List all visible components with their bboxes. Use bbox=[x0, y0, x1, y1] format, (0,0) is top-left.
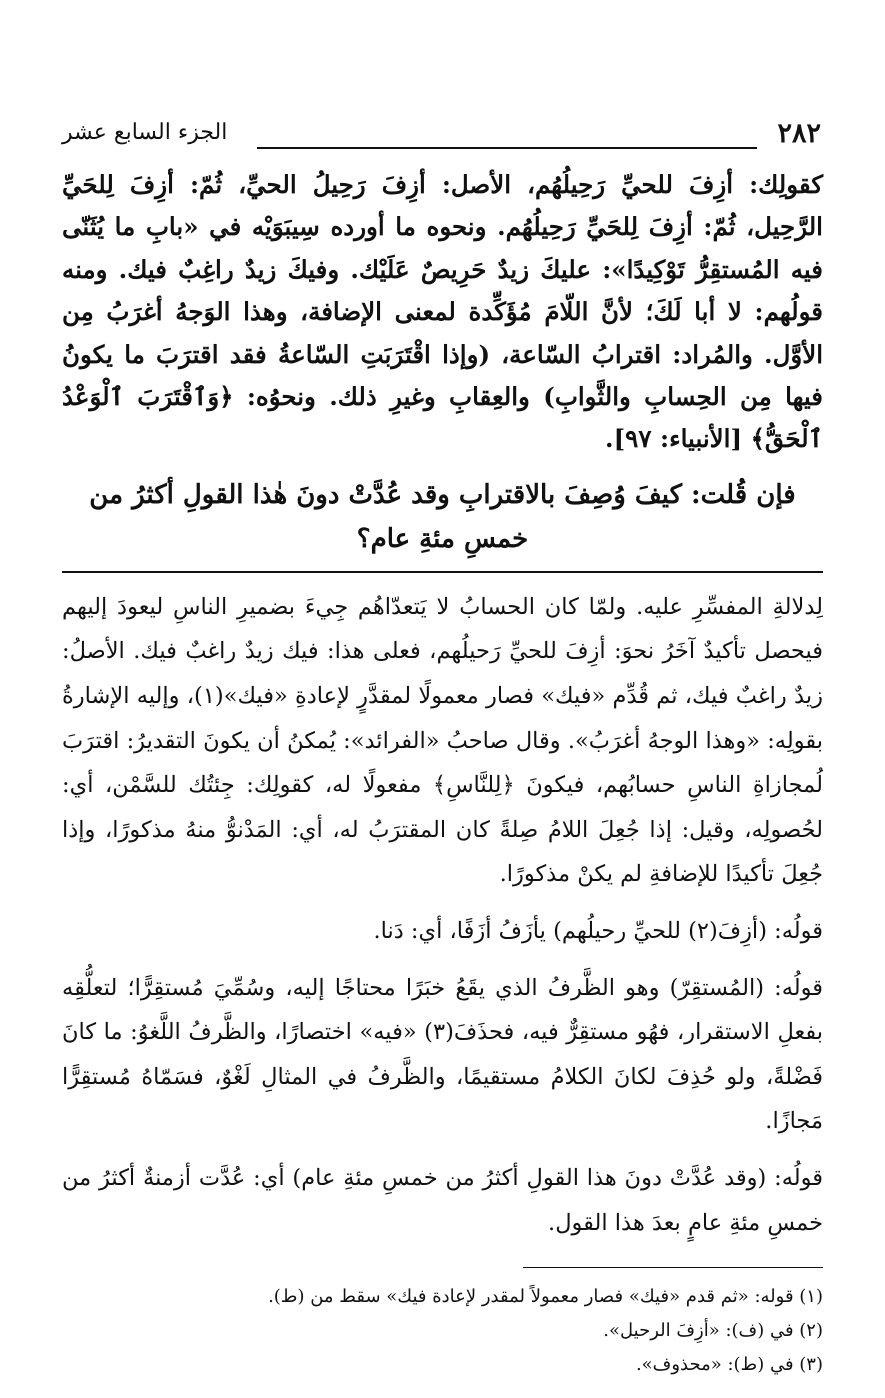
commentary-section bbox=[62, 585, 823, 1245]
section-divider bbox=[62, 571, 823, 573]
commentary-paragraph: قولُه: (وقد عُدَّتْ دونَ هذا القولِ أكثرُ من خمسِ مئةِ عام) أي: عُدَّت أزمنةٌ أكثرُ من خمسِ مئةِ عامٍ بعدَ هذا القول. bbox=[62, 1164, 823, 1236]
footnote: (٣) في (ط): «محذوف». bbox=[635, 1354, 823, 1376]
question-heading: فإن قُلت: كيفَ وُصِفَ بالاقترابِ وقد عُدَّتْ دونَ هٰذا القولِ أكثرُ من خمسِ مئةِ عام؟ bbox=[89, 479, 796, 554]
commentary-paragraph: قولُه: (أزِفَ(٢) للحيِّ رحيلُهم) يأزَفُ أزَفًا، أي: دَنا. bbox=[373, 918, 823, 944]
matn-section bbox=[62, 164, 823, 461]
commentary-paragraph: قولُه: (المُستقِرّ) وهو الظَّرفُ الذي يقَعُ خبَرًا محتاجًا إليه، وسُمِّيَ مُستقِرًّا؛ لتعلُّقِه بفعلِ الاستقرار، فهُو مستقِرٌّ فيه، فحذَفَ(٣) «فيه» اختصارًا، والظَّرفُ اللَّغوُ: ما كانَ فَضْلةً، ولو حُذِفَ لكانَ الكلامُ مستقيمًا، والظَّرفُ في المثالِ لَغْوٌ، فسَمّاهُ مُستقِرًّا مَجازًا. bbox=[62, 974, 823, 1135]
book-page bbox=[62, 118, 823, 1382]
footnote-rule bbox=[523, 1267, 823, 1268]
footnote: (٢) في (ف): «أزِفَ الرحيل». bbox=[603, 1320, 823, 1342]
page-number: ٢٨٢ bbox=[777, 118, 821, 149]
running-title: الجزء السابع عشر bbox=[62, 120, 228, 145]
footnote: (١) قوله: «ثم قدم «فيك» فصار معمولاً لمقدر لإعادة فيك» سقط من (ط). bbox=[268, 1286, 823, 1308]
header-rule bbox=[257, 147, 757, 149]
matn-paragraph: كقولِك: أزِفَ للحيِّ رَحِيلُهُم، الأصل: أزِفَ رَحِيلُ الحيِّ، ثُمّ: أزِفَ لِلحَيِّ الرَّحِيل، ثُمّ: أزِفَ لِلحَيِّ رَحِيلُهُم. ونحوه ما أورده سِيبَوَيْه في «بابِ ما يُثَنّى فيه المُستقِرُّ تَوْكِيدًا»: عليكَ زيدٌ حَرِيصٌ عَلَيْك. وفيكَ زيدٌ راغِبٌ فيك. ومنه قولُهم: لا أبا لَكَ؛ لأنَّ اللّامَ مُؤَكِّدة لمعنى الإضافة، وهذا الوَجهُ أغرَبُ مِن الأوَّل. والمُراد: اقترابُ السّاعة، (وإذا اقْتَرَبَتِ السّاعةُ فقد اقترَبَ ما يكونُ فيها مِن الحِسابِ والثَّوابِ) والعِقابِ وغيرِ ذلك. ونحوُه: ﴿وَٱقْتَرَبَ ٱلْوَعْدُ ٱلْحَقُّ﴾ [الأنبياء: ٩٧]. bbox=[62, 170, 823, 454]
footnotes bbox=[62, 1280, 823, 1382]
commentary-paragraph: لِدلالةِ المفسِّرِ عليه. ولمّا كان الحسابُ لا يَتعدّاهُم جِيءَ بضميرِ الناسِ ليعودَ إليهم فيحصل تأكيدٌ آخَرُ نحوَ: أزِفَ للحيِّ رَحيلُهم، فعلى هذا: فيك زيدٌ راغبٌ فيك. الأصلُ: زيدٌ راغبٌ فيك، ثم قُدِّم «فيك» فصار معمولًا لمقدَّرٍ لإعادةِ «فيك»(١)، وإليه الإشارةُ بقولِه: «وهذا الوجهُ أغرَبُ». وقال صاحبُ «الفرائد»: يُمكنُ أن يكونَ التقديرُ: اقترَبَ لُمجازاةِ الناسِ حسابُهم، فيكونَ ﴿لِلنَّاسِ﴾ مفعولًا له، كقولِك: جِئتُك للسَّمْن، أي: لحُصولِه، وقيل: إذا جُعِلَ اللامُ صِلةً كان المقترَبُ له، أي: المَدْنوُّ منهُ مذكورًا، وإذا جُعِلَ تأكيدًا للإضافةِ لم يكنْ مذكورًا. bbox=[62, 593, 823, 888]
page-header bbox=[62, 118, 823, 162]
